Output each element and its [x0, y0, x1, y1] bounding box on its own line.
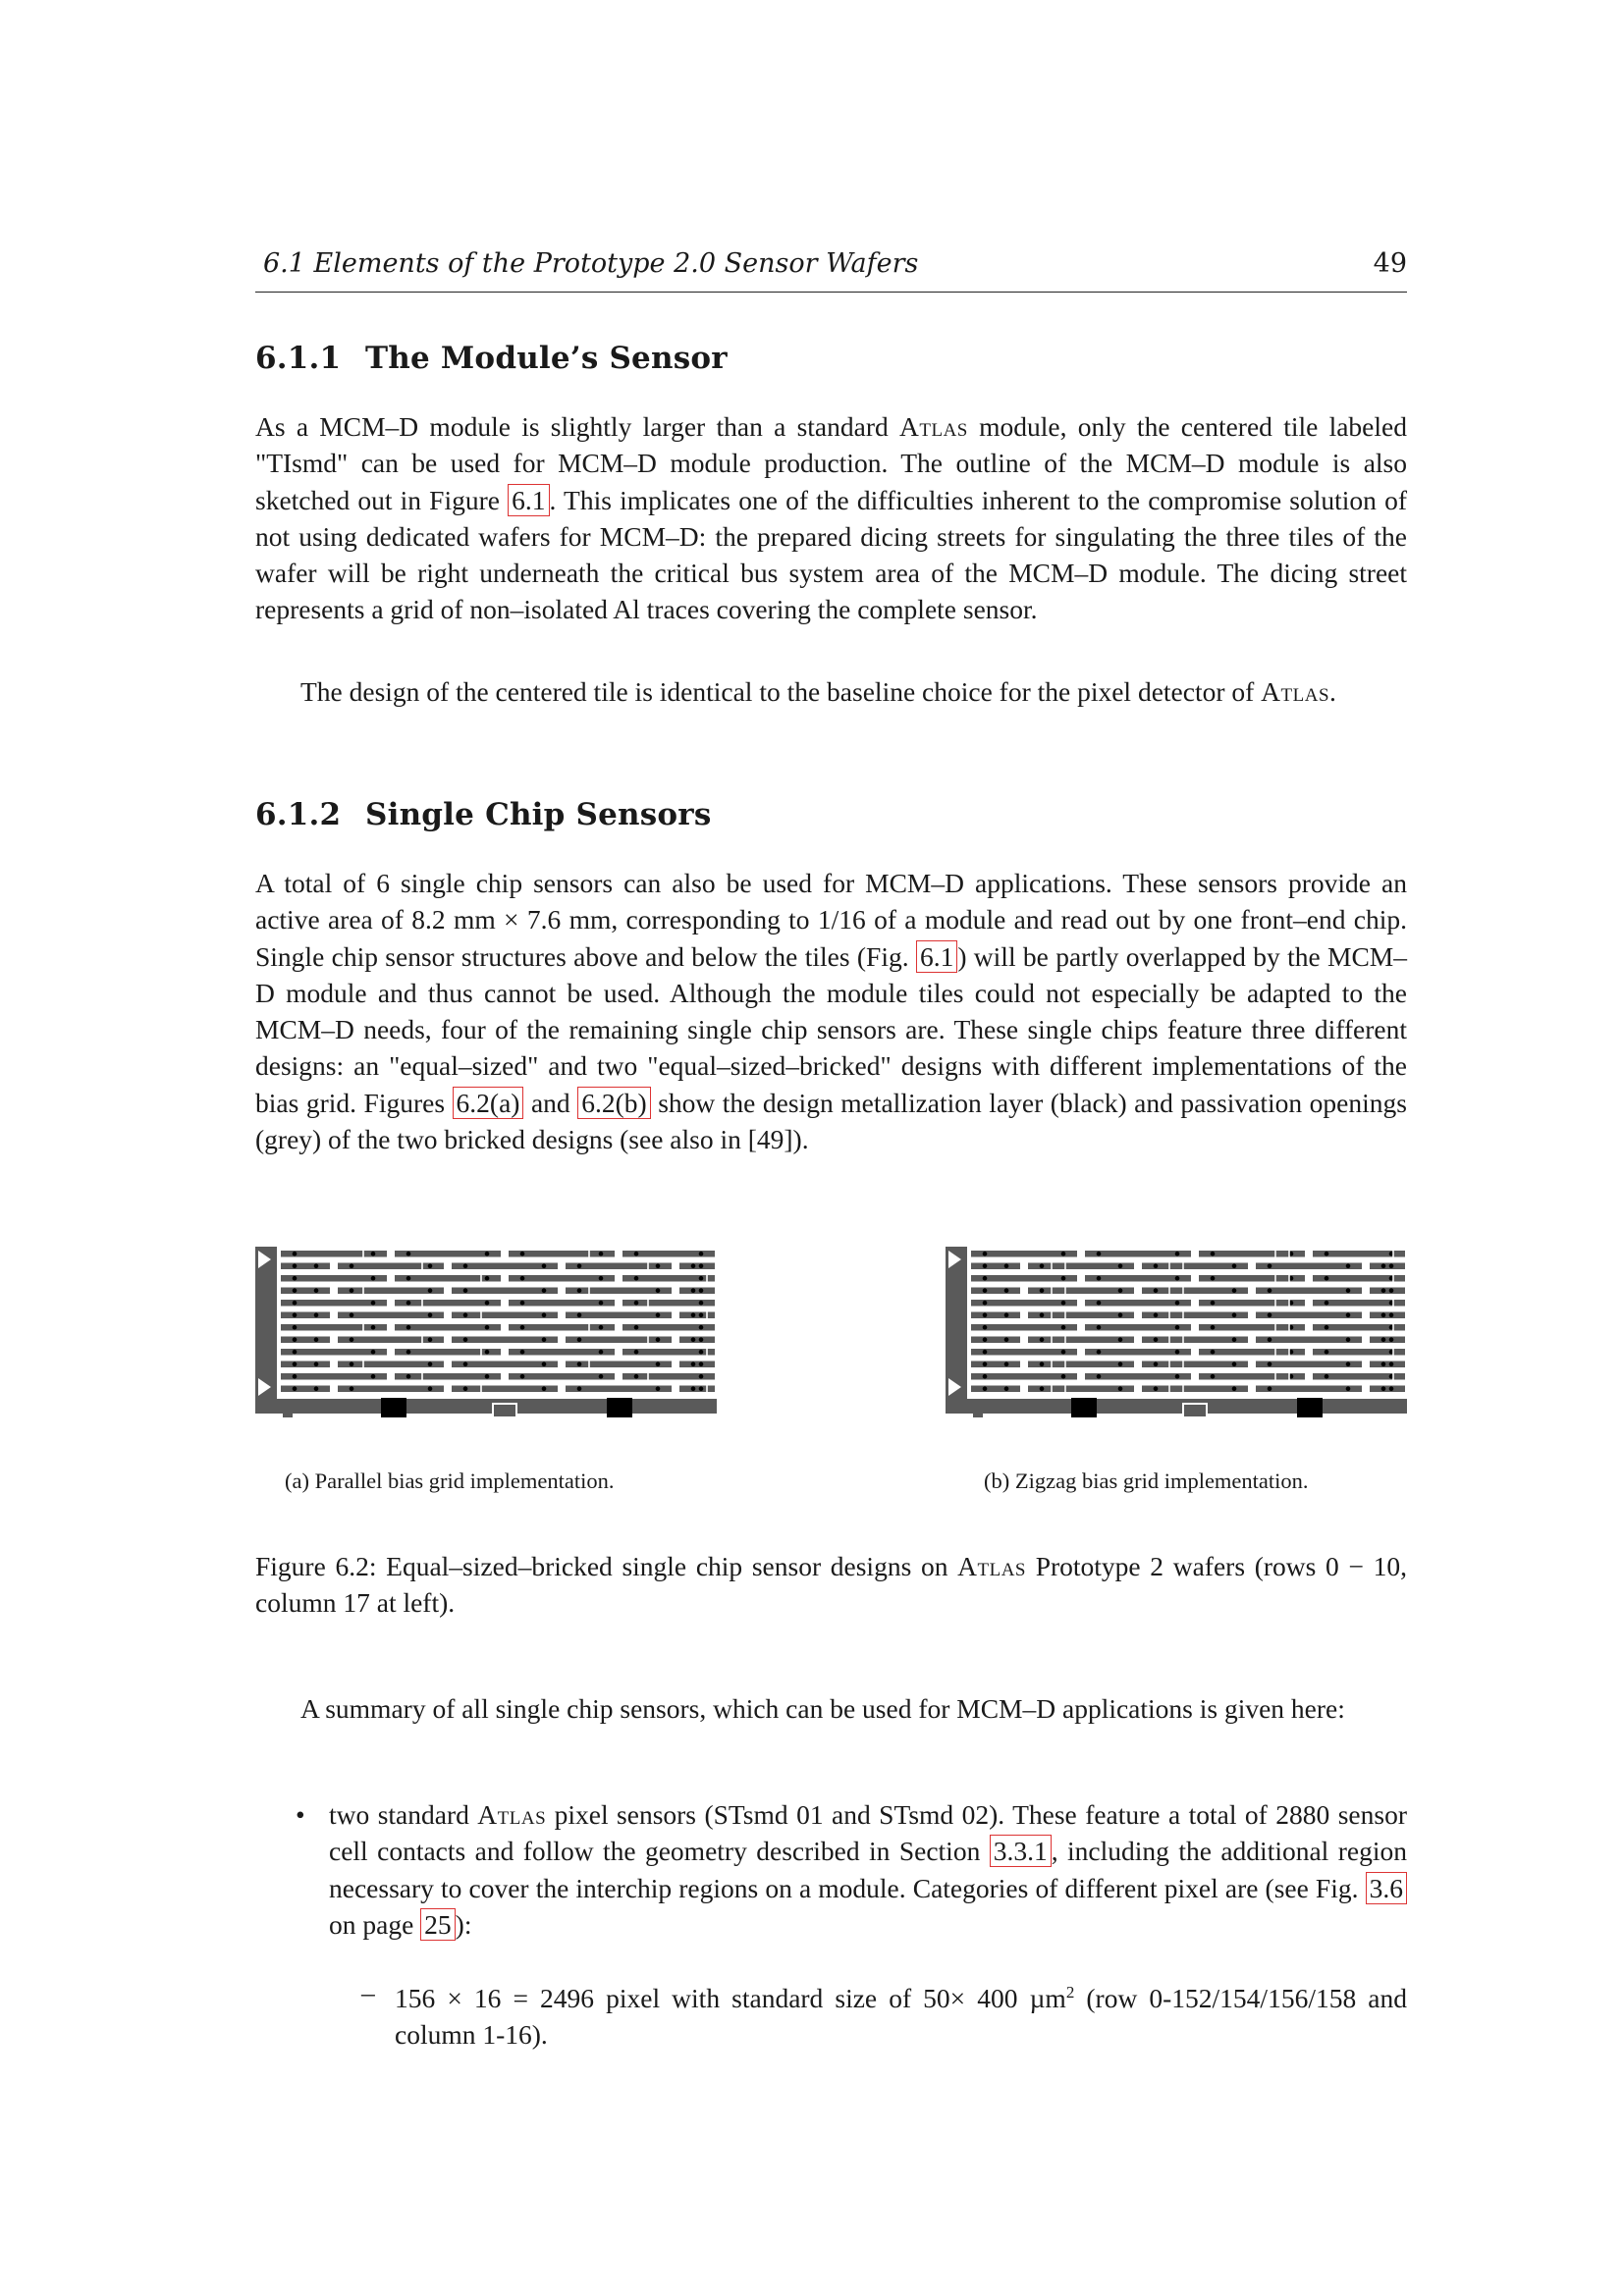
figure-ref-link[interactable]: 6.1 — [508, 484, 549, 516]
bump-dot — [1040, 1288, 1045, 1293]
bump-dot — [699, 1374, 704, 1379]
bump-dot — [1004, 1288, 1009, 1293]
bump-dot — [1211, 1301, 1216, 1306]
bump-dot — [699, 1276, 704, 1281]
bump-dot — [1346, 1288, 1351, 1293]
bump-dot — [1097, 1276, 1102, 1281]
bump-dot — [293, 1263, 298, 1268]
figure-ref-link[interactable]: 6.2(b) — [577, 1087, 650, 1119]
bump-dot — [599, 1252, 604, 1256]
bump-dot — [983, 1337, 988, 1342]
bump-dot — [1268, 1362, 1272, 1366]
subfigure-parallel-bias-grid — [255, 1247, 717, 1423]
bump-dot — [293, 1374, 298, 1379]
bump-dot — [1040, 1386, 1045, 1391]
bump-dot — [1175, 1252, 1180, 1256]
bump-dot — [463, 1312, 468, 1317]
text-run: two standard — [329, 1799, 478, 1830]
bump-dot — [1097, 1350, 1102, 1355]
bump-dot — [1154, 1288, 1159, 1293]
bump-dot — [599, 1276, 604, 1281]
running-header-title: 6.1 Elements of the Prototype 2.0 Sensor Wafers — [263, 248, 919, 279]
bump-dot — [1232, 1263, 1237, 1268]
bump-dot — [406, 1350, 411, 1355]
bump-dot — [520, 1301, 525, 1306]
subcaption-b: (b) Zigzag bias grid implementation. — [984, 1468, 1309, 1493]
bump-dot — [1325, 1374, 1329, 1379]
pixel-bar — [1370, 1386, 1405, 1393]
bump-dot — [983, 1301, 988, 1306]
bump-dot — [371, 1350, 376, 1355]
bump-dot — [577, 1362, 582, 1366]
bump-dot — [983, 1374, 988, 1379]
bump-dot — [1040, 1337, 1045, 1342]
pixel-bar — [971, 1337, 1020, 1344]
text-run: pixel sensors (STsmd 01 and STsmd 02). These feature a total of 2880 sensor cell contacts and follow the geometry described in Section — [329, 1799, 1407, 1867]
bump-dot — [1268, 1263, 1272, 1268]
sub-list-item — [361, 1974, 1407, 2054]
bump-dot — [691, 1386, 696, 1391]
bump-dot — [983, 1362, 988, 1366]
bump-dot — [1381, 1362, 1386, 1366]
bump-dot — [1097, 1252, 1102, 1256]
text-run: A total of 6 single chip sensors can also be used for MCM–D applications. These sensors provide an active area of 8.2 mm × 7.6 mm, corresponding to 1/16 of a module and read out by one front–end chip. Single chip sensor structures above and below the tiles (Fig. — [255, 868, 1407, 972]
text-run: As a MCM–D module is slightly larger than a standard — [255, 411, 899, 442]
bump-dot — [1040, 1312, 1045, 1317]
text-run: (row 0-152/154/156/158 and column 1-16). — [395, 1983, 1407, 2051]
bump-dot — [350, 1288, 354, 1293]
bump-dot — [406, 1301, 411, 1306]
bump-dot — [371, 1276, 376, 1281]
bump-dot — [1381, 1288, 1386, 1293]
bump-dot — [1175, 1374, 1180, 1379]
bump-dot — [1040, 1263, 1045, 1268]
bump-dot — [463, 1362, 468, 1366]
bump-dot — [1097, 1374, 1102, 1379]
bump-dot — [428, 1337, 433, 1342]
bump-dot — [1325, 1301, 1329, 1306]
bump-dot — [656, 1288, 661, 1293]
bump-dot — [1346, 1263, 1351, 1268]
bump-dot — [293, 1337, 298, 1342]
bump-dot — [428, 1386, 433, 1391]
contact-pad-black — [607, 1398, 632, 1417]
bump-dot — [371, 1374, 376, 1379]
text-run: and — [523, 1087, 578, 1118]
atlas-smallcaps: Atlas — [477, 1799, 547, 1830]
text-run: ): — [455, 1908, 472, 1940]
bump-dot — [314, 1362, 319, 1366]
pixel-bar — [679, 1337, 715, 1344]
bump-dot — [314, 1263, 319, 1268]
bump-dot — [293, 1350, 298, 1355]
bump-dot — [1232, 1386, 1237, 1391]
bump-dot — [542, 1312, 547, 1317]
pixel-bar — [281, 1337, 330, 1344]
bump-dot — [1211, 1252, 1216, 1256]
bump-dot — [1346, 1386, 1351, 1391]
bump-dot — [520, 1325, 525, 1330]
subfigure-zigzag-bias-grid — [946, 1247, 1407, 1423]
bump-dot — [699, 1337, 704, 1342]
bond-pad — [283, 1404, 293, 1417]
paragraph-module-sensor — [255, 408, 1407, 628]
pixel-bar — [971, 1312, 1020, 1319]
bump-dot — [1061, 1350, 1066, 1355]
bump-dot — [1154, 1362, 1159, 1366]
bump-dot — [293, 1325, 298, 1330]
figure-caption — [255, 1548, 1407, 1622]
bump-dot — [485, 1374, 490, 1379]
bond-pad — [973, 1404, 983, 1417]
section-number: 6.1.1 — [255, 341, 342, 376]
bump-dot — [1097, 1325, 1102, 1330]
pixel-bar — [281, 1312, 330, 1319]
text-run: . — [1329, 676, 1336, 707]
text-run: ) will be partly overlapped by the MCM–D module and thus cannot be used. Although the module tiles could not especially be adapted to the MCM–D needs, four of the remaining single chip sensors are. These single chips feature three different designs: an "equal–sized" and two "equal–sized–bricked" designs with different implementations of the bias grid. Figures — [255, 940, 1407, 1118]
bump-dot — [699, 1362, 704, 1366]
section-ref-link[interactable]: 3.3.1 — [990, 1835, 1052, 1867]
section-heading-6-1-1 — [255, 341, 728, 376]
subcaption-a: (a) Parallel bias grid implementation. — [285, 1468, 615, 1493]
bump-dot — [1325, 1350, 1329, 1355]
bump-dot — [634, 1325, 639, 1330]
bump-dot — [293, 1252, 298, 1256]
bump-dot — [1061, 1252, 1066, 1256]
bump-dot — [485, 1276, 490, 1281]
figure-ref-link[interactable]: 6.2(a) — [453, 1087, 524, 1119]
bump-dot — [691, 1263, 696, 1268]
bump-dot — [1118, 1362, 1123, 1366]
running-header — [255, 248, 1407, 293]
bump-dot — [656, 1362, 661, 1366]
bump-dot — [634, 1301, 639, 1306]
bump-dot — [1381, 1312, 1386, 1317]
bump-dot — [1389, 1386, 1394, 1391]
parallel-bias-grid-diagram — [255, 1247, 717, 1423]
bump-dot — [983, 1350, 988, 1355]
bump-dot — [656, 1312, 661, 1317]
bump-dot — [406, 1276, 411, 1281]
text-run: module, only the centered tile labeled "TIsmd" can be used for MCM–D module production. The outline of the MCM–D module is also sketched out in Figure — [255, 411, 1407, 515]
bump-dot — [293, 1276, 298, 1281]
bump-dot — [520, 1252, 525, 1256]
bump-dot — [1268, 1312, 1272, 1317]
bump-dot — [656, 1386, 661, 1391]
bump-dot — [1004, 1263, 1009, 1268]
bump-dot — [1325, 1325, 1329, 1330]
bump-dot — [485, 1301, 490, 1306]
page-ref-link[interactable]: 25 — [420, 1908, 456, 1941]
bump-dot — [1175, 1350, 1180, 1355]
bump-dot — [983, 1276, 988, 1281]
bump-dot — [314, 1288, 319, 1293]
pixel-bar — [679, 1386, 715, 1393]
bump-dot — [350, 1312, 354, 1317]
pixel-bar — [971, 1386, 1020, 1393]
bond-pad — [1183, 1404, 1207, 1417]
bump-dot — [983, 1312, 988, 1317]
bump-dot — [983, 1325, 988, 1330]
bump-dot — [314, 1312, 319, 1317]
bump-dot — [406, 1252, 411, 1256]
bump-dot — [699, 1386, 704, 1391]
bump-dot — [1346, 1337, 1351, 1342]
pixel-bar — [679, 1263, 715, 1270]
bump-dot — [1061, 1301, 1066, 1306]
bump-dot — [1004, 1337, 1009, 1342]
bump-dot — [542, 1386, 547, 1391]
bump-dot — [1004, 1312, 1009, 1317]
bump-dot — [1118, 1288, 1123, 1293]
bump-dot — [314, 1386, 319, 1391]
bump-dot — [1211, 1325, 1216, 1330]
bump-dot — [1211, 1276, 1216, 1281]
bump-dot — [1061, 1374, 1066, 1379]
bump-dot — [1381, 1386, 1386, 1391]
bump-dot — [1175, 1301, 1180, 1306]
pixel-bar — [971, 1362, 1020, 1368]
bump-dot — [577, 1386, 582, 1391]
text-run: , including the additional region necessary to cover the interchip regions on a module. Categories of different pixel are (see Fig. — [329, 1836, 1407, 1903]
bullet-marker: • — [296, 1799, 305, 1830]
list-item — [296, 1796, 1407, 1943]
dash-marker: – — [361, 1977, 375, 2007]
bump-dot — [1268, 1288, 1272, 1293]
text-run: . This implicates one of the difficulties inherent to the compromise solution of not using dedicated wafers for MCM–D: the prepared dicing streets for singulating the three tiles of the wafer will be right underneath the critical bus system area of the MCM–D module. The dicing street represents a grid of non–isolated Al traces covering the complete sensor. — [255, 484, 1407, 625]
bump-dot — [699, 1325, 704, 1330]
section-title: Single Chip Sensors — [365, 797, 712, 832]
bump-dot — [699, 1350, 704, 1355]
superscript: 2 — [1065, 1983, 1075, 2002]
bump-dot — [428, 1288, 433, 1293]
bump-dot — [1381, 1337, 1386, 1342]
section-title: The Module’s Sensor — [365, 341, 728, 376]
pixel-bar — [679, 1288, 715, 1295]
bump-dot — [599, 1374, 604, 1379]
bump-dot — [983, 1386, 988, 1391]
figure-ref-link[interactable]: 3.6 — [1366, 1872, 1407, 1904]
bump-dot — [485, 1350, 490, 1355]
bump-dot — [520, 1374, 525, 1379]
bump-dot — [599, 1325, 604, 1330]
bump-dot — [1232, 1312, 1237, 1317]
pixel-bar — [281, 1362, 330, 1368]
bump-dot — [691, 1337, 696, 1342]
bump-dot — [1346, 1362, 1351, 1366]
bump-dot — [1154, 1312, 1159, 1317]
bump-dot — [1389, 1362, 1394, 1366]
paragraph-summary-intro: A summary of all single chip sensors, which can be used for MCM–D applications is given here: — [300, 1693, 1345, 1724]
bump-dot — [1232, 1362, 1237, 1366]
bump-dot — [1211, 1350, 1216, 1355]
bump-dot — [599, 1350, 604, 1355]
bond-pad — [493, 1404, 516, 1417]
text-run: show the design metallization layer (black) and passivation openings (grey) of the two bricked designs (see also in [49]). — [255, 1087, 1407, 1155]
bump-dot — [520, 1276, 525, 1281]
pixel-bar — [679, 1312, 715, 1319]
bump-dot — [699, 1312, 704, 1317]
bump-dot — [314, 1337, 319, 1342]
bump-dot — [1118, 1312, 1123, 1317]
bump-dot — [1175, 1276, 1180, 1281]
bump-dot — [293, 1362, 298, 1366]
bump-dot — [350, 1263, 354, 1268]
bump-dot — [371, 1252, 376, 1256]
contact-pad-black — [1071, 1398, 1097, 1417]
bump-dot — [1232, 1337, 1237, 1342]
bump-dot — [1097, 1301, 1102, 1306]
bump-dot — [406, 1325, 411, 1330]
bump-dot — [1389, 1312, 1394, 1317]
pixel-bar — [1370, 1263, 1405, 1270]
pixel-bar — [281, 1288, 330, 1295]
bump-dot — [371, 1325, 376, 1330]
bump-dot — [1118, 1337, 1123, 1342]
bump-dot — [1175, 1325, 1180, 1330]
bump-dot — [485, 1325, 490, 1330]
bump-dot — [1381, 1263, 1386, 1268]
bump-dot — [1325, 1276, 1329, 1281]
text-run: 156 × 16 = 2496 pixel with standard size of 50× 400 µm — [395, 1983, 1066, 2014]
pixel-bar — [281, 1386, 330, 1393]
bump-dot — [699, 1301, 704, 1306]
bump-dot — [634, 1276, 639, 1281]
bump-dot — [656, 1263, 661, 1268]
page-number: 49 — [1373, 248, 1407, 279]
bump-dot — [463, 1337, 468, 1342]
bump-dot — [1004, 1362, 1009, 1366]
bump-dot — [1268, 1386, 1272, 1391]
bump-dot — [699, 1252, 704, 1256]
bump-dot — [691, 1312, 696, 1317]
bump-dot — [634, 1374, 639, 1379]
bump-dot — [520, 1350, 525, 1355]
bump-dot — [542, 1337, 547, 1342]
section-number: 6.1.2 — [255, 797, 342, 832]
bump-dot — [463, 1263, 468, 1268]
atlas-smallcaps: Atlas — [899, 411, 968, 442]
zigzag-bias-grid-diagram — [946, 1247, 1407, 1423]
bump-dot — [463, 1386, 468, 1391]
bump-dot — [1389, 1337, 1394, 1342]
bump-dot — [1061, 1276, 1066, 1281]
pixel-bar — [1370, 1362, 1405, 1368]
pixel-bar — [1370, 1288, 1405, 1295]
bump-dot — [542, 1362, 547, 1366]
bump-dot — [293, 1301, 298, 1306]
bump-dot — [1154, 1337, 1159, 1342]
bump-dot — [350, 1362, 354, 1366]
bump-dot — [350, 1386, 354, 1391]
paragraph-centered-tile — [255, 673, 1407, 710]
bump-dot — [699, 1288, 704, 1293]
bump-dot — [1154, 1386, 1159, 1391]
bump-dot — [634, 1350, 639, 1355]
bump-dot — [406, 1374, 411, 1379]
bump-dot — [1154, 1263, 1159, 1268]
text-run: Figure 6.2: Equal–sized–bricked single chip sensor designs on — [255, 1551, 958, 1581]
bump-dot — [485, 1252, 490, 1256]
figure-6-2 — [255, 1247, 1407, 1423]
pixel-bar — [971, 1288, 1020, 1295]
text-run: The design of the centered tile is identical to the baseline choice for the pixel detector of — [300, 676, 1262, 707]
bump-dot — [1325, 1252, 1329, 1256]
text-run: Prototype 2 wafers (rows 0 − 10, column 17 at left). — [255, 1551, 1407, 1619]
bump-dot — [1118, 1386, 1123, 1391]
bump-dot — [542, 1288, 547, 1293]
bump-dot — [1232, 1288, 1237, 1293]
bump-dot — [542, 1263, 547, 1268]
atlas-smallcaps: Atlas — [957, 1551, 1027, 1581]
bump-dot — [463, 1288, 468, 1293]
bump-dot — [983, 1263, 988, 1268]
bump-dot — [293, 1386, 298, 1391]
bump-dot — [577, 1337, 582, 1342]
atlas-smallcaps: Atlas — [1261, 676, 1330, 707]
section-heading-6-1-2 — [255, 797, 712, 832]
bump-dot — [983, 1252, 988, 1256]
bump-dot — [428, 1362, 433, 1366]
text-run: on page — [329, 1908, 421, 1940]
pixel-bar — [971, 1263, 1020, 1270]
bump-dot — [691, 1362, 696, 1366]
bump-dot — [1389, 1288, 1394, 1293]
contact-pad-black — [1297, 1398, 1323, 1417]
pixel-bar — [1370, 1337, 1405, 1344]
pixel-bar — [679, 1362, 715, 1368]
bump-dot — [691, 1288, 696, 1293]
pixel-bar — [1370, 1312, 1405, 1319]
figure-ref-link[interactable]: 6.1 — [916, 940, 957, 973]
bump-dot — [1211, 1374, 1216, 1379]
bump-dot — [428, 1263, 433, 1268]
bump-dot — [428, 1312, 433, 1317]
bump-dot — [577, 1288, 582, 1293]
bump-dot — [983, 1288, 988, 1293]
bump-dot — [699, 1263, 704, 1268]
bump-dot — [350, 1337, 354, 1342]
bump-dot — [1346, 1312, 1351, 1317]
bump-dot — [599, 1301, 604, 1306]
pixel-bar — [281, 1263, 330, 1270]
bump-dot — [1268, 1337, 1272, 1342]
bump-dot — [577, 1312, 582, 1317]
bump-dot — [1389, 1263, 1394, 1268]
bump-dot — [1004, 1386, 1009, 1391]
bump-dot — [656, 1337, 661, 1342]
bump-dot — [1040, 1362, 1045, 1366]
contact-pad-black — [381, 1398, 406, 1417]
bump-dot — [371, 1301, 376, 1306]
bump-dot — [1061, 1325, 1066, 1330]
bump-dot — [577, 1263, 582, 1268]
paragraph-single-chip — [255, 865, 1407, 1157]
bump-dot — [293, 1288, 298, 1293]
bump-dot — [1118, 1263, 1123, 1268]
bump-dot — [634, 1252, 639, 1256]
bump-dot — [293, 1312, 298, 1317]
